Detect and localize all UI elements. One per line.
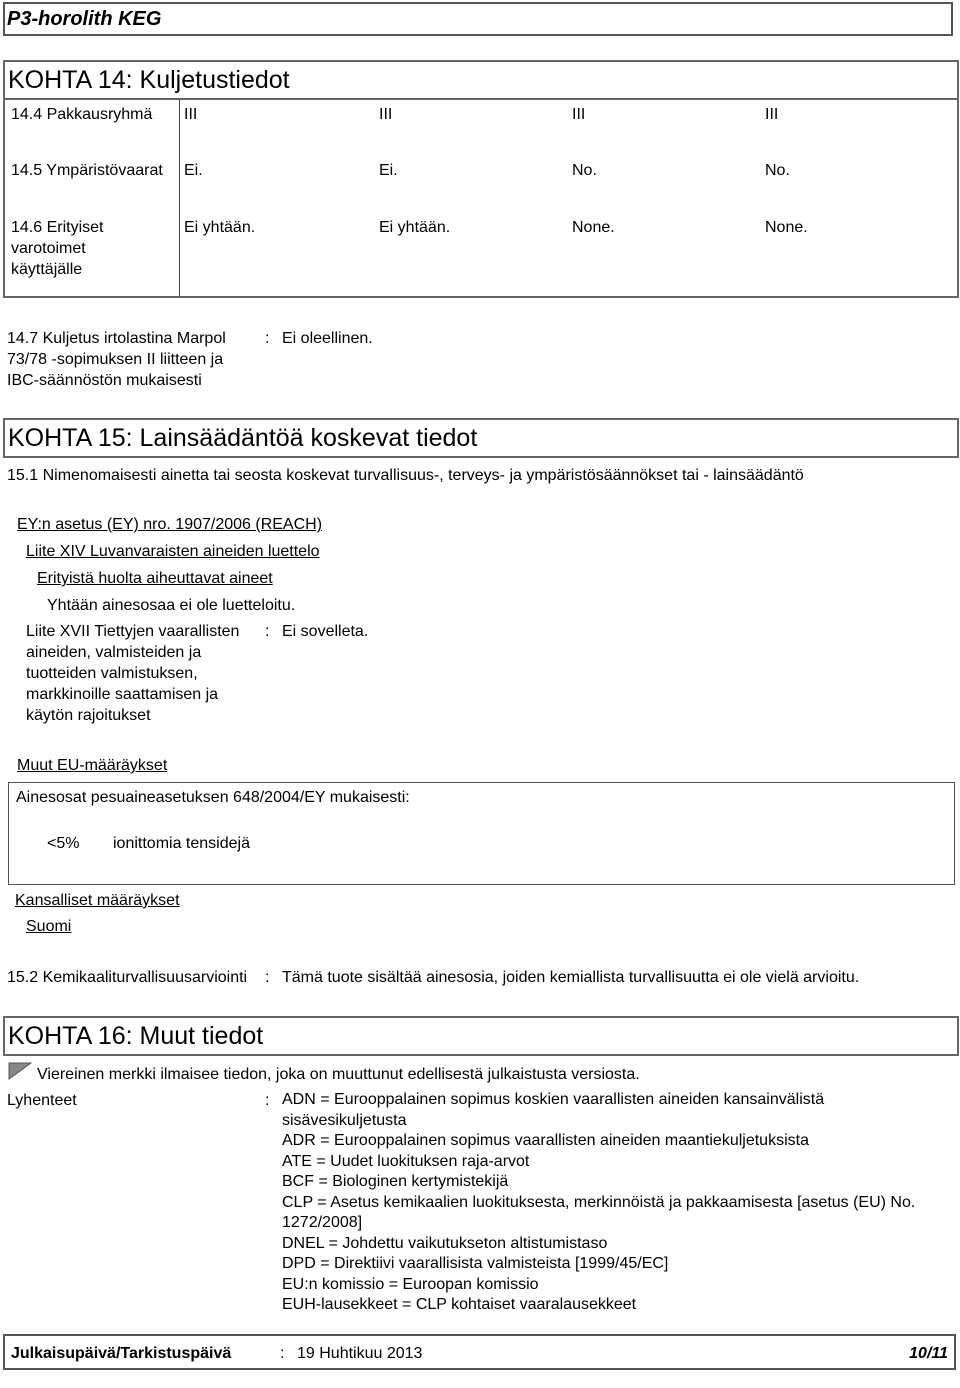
abbreviations-label: Lyhenteet (7, 1092, 77, 1109)
abbreviation-item: ATE = Uudet luokituksen raja-arvot (282, 1152, 530, 1170)
page-number: 10/11 (909, 1345, 948, 1362)
footer-colon: : (280, 1345, 285, 1362)
section-15-1-heading: 15.1 Nimenomaisesti ainetta tai seosta koskevat turvallisuus-, terveys- ja ympäristösäännökset tai - lainsäädäntö (7, 467, 804, 484)
section-14-title: KOHTA 14: Kuljetustiedot (8, 66, 290, 94)
abbreviation-item: DNEL = Johdettu vaikutukseton altistumistaso (282, 1234, 608, 1252)
finland-heading: Suomi (26, 918, 72, 935)
detergent-ingredient: ionittomia tensidejä (113, 835, 250, 852)
chemical-safety-assessment-value: Tämä tuote sisältää ainesosia, joiden kemiallista turvallisuutta ei ole vielä arvioitu. (282, 969, 860, 986)
annex-xvii-colon: : (265, 623, 270, 640)
document-title: P3-horolith KEG (7, 8, 162, 30)
environmental-hazards-label: 14.5 Ympäristövaarat (11, 162, 163, 179)
table-divider (179, 100, 180, 296)
change-note: Viereinen merkki ilmaisee tiedon, joka on muuttunut edellisestä julkaistusta versiosta. (37, 1066, 640, 1083)
packing-group-adn: III (379, 106, 393, 123)
national-regulations: Kansalliset määräykset (15, 892, 180, 909)
svhc-heading: Erityistä huolta aiheuttavat aineet (37, 570, 273, 587)
chemical-safety-assessment-label: 15.2 Kemikaaliturvallisuusarviointi (7, 969, 248, 986)
special-precautions-iata: None. (765, 219, 808, 236)
bulk-transport-label: 14.7 Kuljetus irtolastina Marpol 73/78 -sopimuksen II liitteen ja IBC-säännöstön mukaisesti (7, 330, 226, 389)
bulk-transport-colon: : (265, 330, 270, 347)
chemical-safety-assessment-colon: : (265, 969, 270, 986)
section-15-title: KOHTA 15: Lainsäädäntöä koskevat tiedot (8, 424, 478, 452)
environmental-hazards-adr: Ei. (184, 162, 203, 179)
change-marker-icon (8, 1062, 32, 1080)
abbreviation-item: ADR = Eurooppalainen sopimus vaarallisten aineiden maantiekuljetuksista (282, 1132, 809, 1149)
annex-xvii-value: Ei sovelleta. (282, 623, 369, 640)
special-precautions-adn: Ei yhtään. (379, 219, 451, 236)
svhc-value: Yhtään ainesosaa ei ole luetteloitu. (47, 597, 296, 614)
detergent-title: Ainesosat pesuaineasetuksen 648/2004/EY mukaisesti: (16, 789, 410, 806)
abbreviation-item: EUH-lausekkeet = CLP kohtaiset vaaralausekkeet (282, 1296, 637, 1313)
annex-xvii-label: Liite XVII Tiettyjen vaarallisten aineiden, valmisteiden ja tuotteiden valmistuksen, markkinoille saattamisen ja käytön rajoitukset (26, 623, 240, 724)
annex-xiv-heading: Liite XIV Luvanvaraisten aineiden luettelo (26, 543, 320, 560)
abbreviation-item: ADN = Eurooppalainen sopimus koskien vaarallisten aineiden kansainvälistä sisävesikuljetusta (282, 1091, 825, 1129)
abbreviation-item: BCF = Biologinen kertymistekijä (282, 1173, 509, 1190)
footer-date: 19 Huhtikuu 2013 (297, 1345, 423, 1362)
special-precautions-label: 14.6 Erityiset varotoimet käyttäjälle (11, 219, 104, 278)
other-eu-regulations: Muut EU-määräykset (17, 757, 168, 774)
bulk-transport-value: Ei oleellinen. (282, 330, 373, 347)
environmental-hazards-imdg: No. (572, 162, 597, 179)
abbreviation-item: DPD = Direktiivi vaarallisista valmisteista [1999/45/EC] (282, 1255, 669, 1272)
section-16-title: KOHTA 16: Muut tiedot (8, 1022, 264, 1050)
abbreviations-list (282, 1090, 922, 1316)
detergent-percentage: <5% (47, 835, 80, 852)
abbreviations-colon: : (265, 1092, 270, 1109)
packing-group-iata: III (765, 106, 779, 123)
abbreviation-item: EU:n komissio = Euroopan komissio (282, 1275, 539, 1293)
environmental-hazards-adn: Ei. (379, 162, 398, 179)
reach-regulation: EY:n asetus (EY) nro. 1907/2006 (REACH) (17, 516, 323, 533)
environmental-hazards-iata: No. (765, 162, 790, 179)
packing-group-label: 14.4 Pakkausryhmä (11, 106, 153, 123)
special-precautions-imdg: None. (572, 219, 615, 236)
packing-group-adr: III (184, 106, 198, 123)
packing-group-imdg: III (572, 106, 586, 123)
special-precautions-adr: Ei yhtään. (184, 219, 256, 236)
abbreviation-item: CLP = Asetus kemikaalien luokituksesta, merkinnöistä ja pakkaamisesta [asetus (EU) No. 1272/2008] (282, 1193, 916, 1231)
footer-date-label: Julkaisupäivä/Tarkistuspäivä (11, 1345, 232, 1362)
